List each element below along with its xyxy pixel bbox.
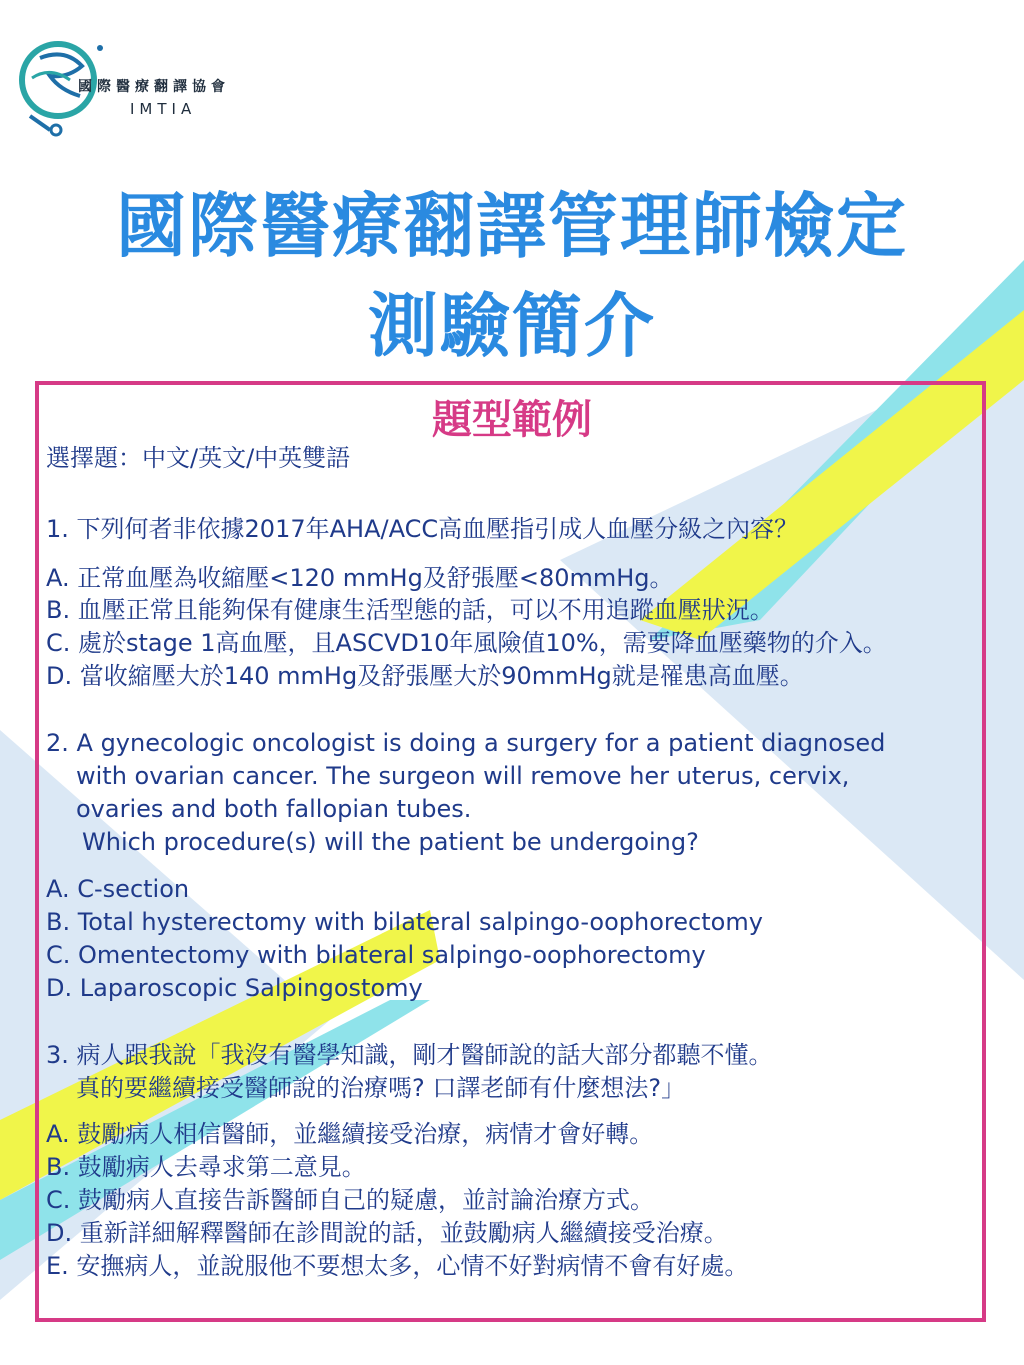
- q3-stem-line1: 3. 病人跟我說「我沒有醫學知識，剛才醫師說的話大部分都聽不懂。: [46, 1041, 773, 1069]
- org-name-zh: 國際醫療翻譯協會: [78, 79, 230, 95]
- q2-stem-line1: 2. A gynecologic oncologist is doing a surgery for a patient diagnosed: [46, 729, 886, 757]
- q2-option-c: C. Omentectomy with bilateral salpingo-oophorectomy: [46, 941, 706, 969]
- q2-option-b: B. Total hysterectomy with bilateral salpingo-oophorectomy: [46, 908, 763, 936]
- q2-option-d: D. Laparoscopic Salpingostomy: [46, 974, 423, 1002]
- org-abbr: IMTIA: [130, 100, 197, 118]
- q1-stem: 1. 下列何者非依據2017年AHA/ACC高血壓指引成人血壓分級之內容？: [46, 515, 799, 543]
- q3-option-d: D. 重新詳細解釋醫師在診間說的話，並鼓勵病人繼續接受治療。: [46, 1219, 728, 1247]
- q2-stem-line2: with ovarian cancer. The surgeon will remove her uterus, cervix,: [76, 762, 850, 790]
- q1-option-b: B. 血壓正常且能夠保有健康生活型態的話，可以不用追蹤血壓狀況。: [46, 596, 774, 624]
- q3-option-c: C. 鼓勵病人直接告訴醫師自己的疑慮，並討論治療方式。: [46, 1186, 655, 1214]
- q3-option-b: B. 鼓勵病人去尋求第二意見。: [46, 1153, 366, 1181]
- section-heading: 題型範例: [432, 397, 592, 443]
- q1-option-a: A. 正常血壓為收縮壓<120 mmHg及舒張壓<80mmHg。: [46, 564, 674, 592]
- q3-option-a: A. 鼓勵病人相信醫師，並繼續接受治療，病情才會好轉。: [46, 1120, 654, 1148]
- q3-stem-line2: 真的要繼續接受醫師說的治療嗎? 口譯老師有什麼想法?」: [76, 1074, 686, 1102]
- q1-option-c: C. 處於stage 1高血壓，且ASCVD10年風險值10%，需要降血壓藥物的介入。: [46, 629, 887, 657]
- q2-option-a: A. C-section: [46, 875, 190, 903]
- q2-stem-line4: Which procedure(s) will the patient be undergoing?: [82, 828, 699, 856]
- page-title-line2: 測驗簡介: [368, 285, 656, 367]
- question-type-line: 選擇題：中文/英文/中英雙語: [46, 444, 351, 472]
- q2-stem-line3: ovaries and both fallopian tubes.: [76, 795, 472, 823]
- q1-option-d: D. 當收縮壓大於140 mmHg及舒張壓大於90mmHg就是罹患高血壓。: [46, 662, 804, 690]
- q3-option-e: E. 安撫病人，並說服他不要想太多，心情不好對病情不會有好處。: [46, 1252, 749, 1280]
- page-title-line1: 國際醫療翻譯管理師檢定: [116, 185, 908, 267]
